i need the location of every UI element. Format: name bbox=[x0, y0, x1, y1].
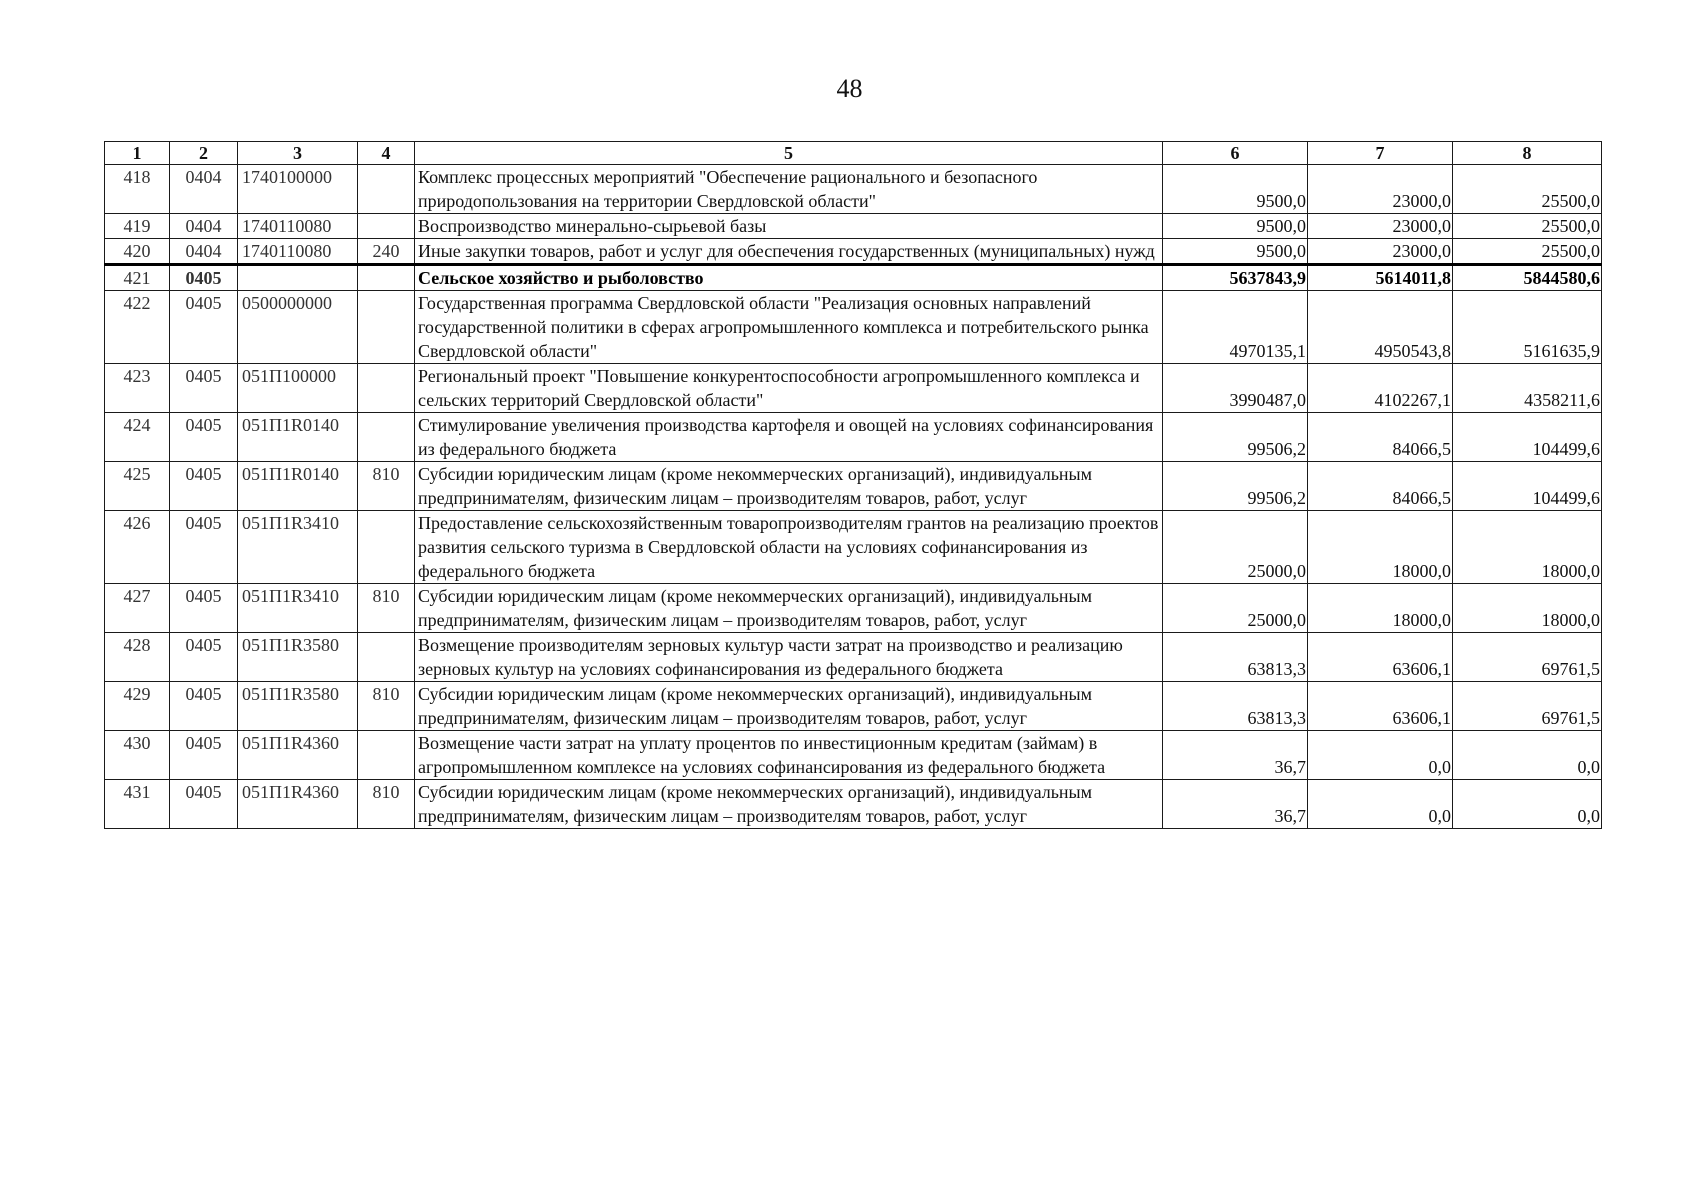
expense-type-cell bbox=[358, 165, 415, 214]
section-code-cell: 0404 bbox=[170, 165, 238, 214]
table-header-row bbox=[105, 142, 1602, 165]
item-name-cell: Субсидии юридическим лицам (кроме некоммерческих организаций), индивидуальным предпринимателям, физическим лицам – производителям товаров, работ, услуг bbox=[415, 462, 1163, 511]
item-name-cell: Воспроизводство минерально-сырьевой базы bbox=[415, 214, 1163, 239]
table-row bbox=[105, 265, 1602, 291]
table-row bbox=[105, 214, 1602, 239]
item-name-cell: Субсидии юридическим лицам (кроме некоммерческих организаций), индивидуальным предпринимателям, физическим лицам – производителям товаров, работ, услуг bbox=[415, 682, 1163, 731]
amount-year1-cell: 25000,0 bbox=[1163, 584, 1308, 633]
item-name-cell: Региональный проект "Повышение конкурентоспособности агропромышленного комплекса и сельских территорий Свердловской области" bbox=[415, 364, 1163, 413]
amount-year3-cell: 104499,6 bbox=[1453, 413, 1602, 462]
amount-year2-cell: 84066,5 bbox=[1308, 413, 1453, 462]
expense-type-cell bbox=[358, 413, 415, 462]
budget-table bbox=[104, 141, 1602, 829]
target-article-cell: 1740110080 bbox=[238, 214, 358, 239]
amount-year1-cell: 63813,3 bbox=[1163, 633, 1308, 682]
amount-year1-cell: 9500,0 bbox=[1163, 239, 1308, 265]
table-row bbox=[105, 633, 1602, 682]
item-name-cell: Государственная программа Свердловской области "Реализация основных направлений государственной политики в сферах агропромышленного комплекса и потребительского рынка Свердловской области" bbox=[415, 291, 1163, 364]
section-code-cell: 0405 bbox=[170, 413, 238, 462]
item-name-cell: Сельское хозяйство и рыболовство bbox=[415, 265, 1163, 291]
amount-year3-cell: 0,0 bbox=[1453, 780, 1602, 829]
section-code-cell: 0405 bbox=[170, 364, 238, 413]
section-code-cell: 0404 bbox=[170, 239, 238, 265]
amount-year1-cell: 63813,3 bbox=[1163, 682, 1308, 731]
target-article-cell: 051П1R4360 bbox=[238, 731, 358, 780]
table-row bbox=[105, 731, 1602, 780]
expense-type-cell bbox=[358, 364, 415, 413]
header-col-5: 5 bbox=[415, 142, 1163, 165]
amount-year1-cell: 25000,0 bbox=[1163, 511, 1308, 584]
section-code-cell: 0405 bbox=[170, 291, 238, 364]
amount-year3-cell: 18000,0 bbox=[1453, 511, 1602, 584]
expense-type-cell bbox=[358, 633, 415, 682]
header-col-2: 2 bbox=[170, 142, 238, 165]
row-number-cell: 420 bbox=[105, 239, 170, 265]
section-code-cell: 0405 bbox=[170, 731, 238, 780]
header-col-1: 1 bbox=[105, 142, 170, 165]
item-name-cell: Предоставление сельскохозяйственным товаропроизводителям грантов на реализацию проектов развития сельского туризма в Свердловской области на условиях софинансирования из федерального бюджета bbox=[415, 511, 1163, 584]
amount-year1-cell: 4970135,1 bbox=[1163, 291, 1308, 364]
expense-type-cell bbox=[358, 731, 415, 780]
expense-type-cell bbox=[358, 511, 415, 584]
expense-type-cell: 810 bbox=[358, 682, 415, 731]
amount-year3-cell: 0,0 bbox=[1453, 731, 1602, 780]
amount-year1-cell: 99506,2 bbox=[1163, 413, 1308, 462]
row-number-cell: 422 bbox=[105, 291, 170, 364]
amount-year3-cell: 5844580,6 bbox=[1453, 265, 1602, 291]
amount-year1-cell: 9500,0 bbox=[1163, 165, 1308, 214]
target-article-cell: 051П1R0140 bbox=[238, 462, 358, 511]
header-col-6: 6 bbox=[1163, 142, 1308, 165]
amount-year3-cell: 69761,5 bbox=[1453, 682, 1602, 731]
target-article-cell: 0500000000 bbox=[238, 291, 358, 364]
table-row bbox=[105, 165, 1602, 214]
target-article-cell: 051П1R3580 bbox=[238, 682, 358, 731]
target-article-cell bbox=[238, 265, 358, 291]
amount-year3-cell: 25500,0 bbox=[1453, 165, 1602, 214]
amount-year3-cell: 104499,6 bbox=[1453, 462, 1602, 511]
amount-year2-cell: 18000,0 bbox=[1308, 511, 1453, 584]
amount-year2-cell: 84066,5 bbox=[1308, 462, 1453, 511]
row-number-cell: 428 bbox=[105, 633, 170, 682]
header-col-4: 4 bbox=[358, 142, 415, 165]
amount-year2-cell: 23000,0 bbox=[1308, 165, 1453, 214]
header-col-7: 7 bbox=[1308, 142, 1453, 165]
amount-year2-cell: 4102267,1 bbox=[1308, 364, 1453, 413]
amount-year2-cell: 4950543,8 bbox=[1308, 291, 1453, 364]
section-code-cell: 0405 bbox=[170, 511, 238, 584]
item-name-cell: Комплекс процессных мероприятий "Обеспечение рационального и безопасного природопользования на территории Свердловской области" bbox=[415, 165, 1163, 214]
target-article-cell: 051П1R3580 bbox=[238, 633, 358, 682]
expense-type-cell: 810 bbox=[358, 462, 415, 511]
amount-year1-cell: 36,7 bbox=[1163, 731, 1308, 780]
table-row bbox=[105, 780, 1602, 829]
item-name-cell: Возмещение части затрат на уплату процентов по инвестиционным кредитам (займам) в агропромышленном комплексе на условиях софинансирования из федерального бюджета bbox=[415, 731, 1163, 780]
target-article-cell: 1740110080 bbox=[238, 239, 358, 265]
section-code-cell: 0404 bbox=[170, 214, 238, 239]
row-number-cell: 431 bbox=[105, 780, 170, 829]
expense-type-cell bbox=[358, 265, 415, 291]
row-number-cell: 425 bbox=[105, 462, 170, 511]
row-number-cell: 429 bbox=[105, 682, 170, 731]
table-row bbox=[105, 462, 1602, 511]
table-row bbox=[105, 511, 1602, 584]
section-code-cell: 0405 bbox=[170, 265, 238, 291]
target-article-cell: 051П100000 bbox=[238, 364, 358, 413]
target-article-cell: 051П1R0140 bbox=[238, 413, 358, 462]
section-code-cell: 0405 bbox=[170, 682, 238, 731]
amount-year2-cell: 63606,1 bbox=[1308, 682, 1453, 731]
table-row bbox=[105, 239, 1602, 265]
header-col-8: 8 bbox=[1453, 142, 1602, 165]
target-article-cell: 051П1R3410 bbox=[238, 511, 358, 584]
item-name-cell: Субсидии юридическим лицам (кроме некоммерческих организаций), индивидуальным предпринимателям, физическим лицам – производителям товаров, работ, услуг bbox=[415, 780, 1163, 829]
amount-year1-cell: 36,7 bbox=[1163, 780, 1308, 829]
expense-type-cell bbox=[358, 214, 415, 239]
target-article-cell: 1740100000 bbox=[238, 165, 358, 214]
amount-year3-cell: 69761,5 bbox=[1453, 633, 1602, 682]
target-article-cell: 051П1R3410 bbox=[238, 584, 358, 633]
row-number-cell: 418 bbox=[105, 165, 170, 214]
amount-year2-cell: 0,0 bbox=[1308, 731, 1453, 780]
amount-year2-cell: 23000,0 bbox=[1308, 214, 1453, 239]
row-number-cell: 421 bbox=[105, 265, 170, 291]
table-row bbox=[105, 291, 1602, 364]
item-name-cell: Возмещение производителям зерновых культур части затрат на производство и реализацию зерновых культур на условиях софинансирования из федерального бюджета bbox=[415, 633, 1163, 682]
table-row bbox=[105, 413, 1602, 462]
amount-year2-cell: 0,0 bbox=[1308, 780, 1453, 829]
table-row bbox=[105, 682, 1602, 731]
row-number-cell: 423 bbox=[105, 364, 170, 413]
amount-year3-cell: 4358211,6 bbox=[1453, 364, 1602, 413]
amount-year2-cell: 23000,0 bbox=[1308, 239, 1453, 265]
expense-type-cell: 240 bbox=[358, 239, 415, 265]
item-name-cell: Стимулирование увеличения производства картофеля и овощей на условиях софинансирования из федерального бюджета bbox=[415, 413, 1163, 462]
amount-year3-cell: 18000,0 bbox=[1453, 584, 1602, 633]
item-name-cell: Иные закупки товаров, работ и услуг для обеспечения государственных (муниципальных) нужд bbox=[415, 239, 1163, 265]
header-col-3: 3 bbox=[238, 142, 358, 165]
section-code-cell: 0405 bbox=[170, 462, 238, 511]
amount-year1-cell: 9500,0 bbox=[1163, 214, 1308, 239]
amount-year1-cell: 3990487,0 bbox=[1163, 364, 1308, 413]
amount-year1-cell: 99506,2 bbox=[1163, 462, 1308, 511]
amount-year2-cell: 63606,1 bbox=[1308, 633, 1453, 682]
section-code-cell: 0405 bbox=[170, 584, 238, 633]
amount-year2-cell: 5614011,8 bbox=[1308, 265, 1453, 291]
table-row bbox=[105, 364, 1602, 413]
amount-year3-cell: 25500,0 bbox=[1453, 239, 1602, 265]
row-number-cell: 424 bbox=[105, 413, 170, 462]
expense-type-cell bbox=[358, 291, 415, 364]
amount-year3-cell: 5161635,9 bbox=[1453, 291, 1602, 364]
expense-type-cell: 810 bbox=[358, 780, 415, 829]
row-number-cell: 419 bbox=[105, 214, 170, 239]
row-number-cell: 427 bbox=[105, 584, 170, 633]
section-code-cell: 0405 bbox=[170, 780, 238, 829]
table-body bbox=[105, 165, 1602, 829]
item-name-cell: Субсидии юридическим лицам (кроме некоммерческих организаций), индивидуальным предпринимателям, физическим лицам – производителям товаров, работ, услуг bbox=[415, 584, 1163, 633]
expense-type-cell: 810 bbox=[358, 584, 415, 633]
amount-year3-cell: 25500,0 bbox=[1453, 214, 1602, 239]
page-number: 48 bbox=[836, 74, 863, 103]
row-number-cell: 430 bbox=[105, 731, 170, 780]
target-article-cell: 051П1R4360 bbox=[238, 780, 358, 829]
section-code-cell: 0405 bbox=[170, 633, 238, 682]
amount-year1-cell: 5637843,9 bbox=[1163, 265, 1308, 291]
row-number-cell: 426 bbox=[105, 511, 170, 584]
table-row bbox=[105, 584, 1602, 633]
amount-year2-cell: 18000,0 bbox=[1308, 584, 1453, 633]
